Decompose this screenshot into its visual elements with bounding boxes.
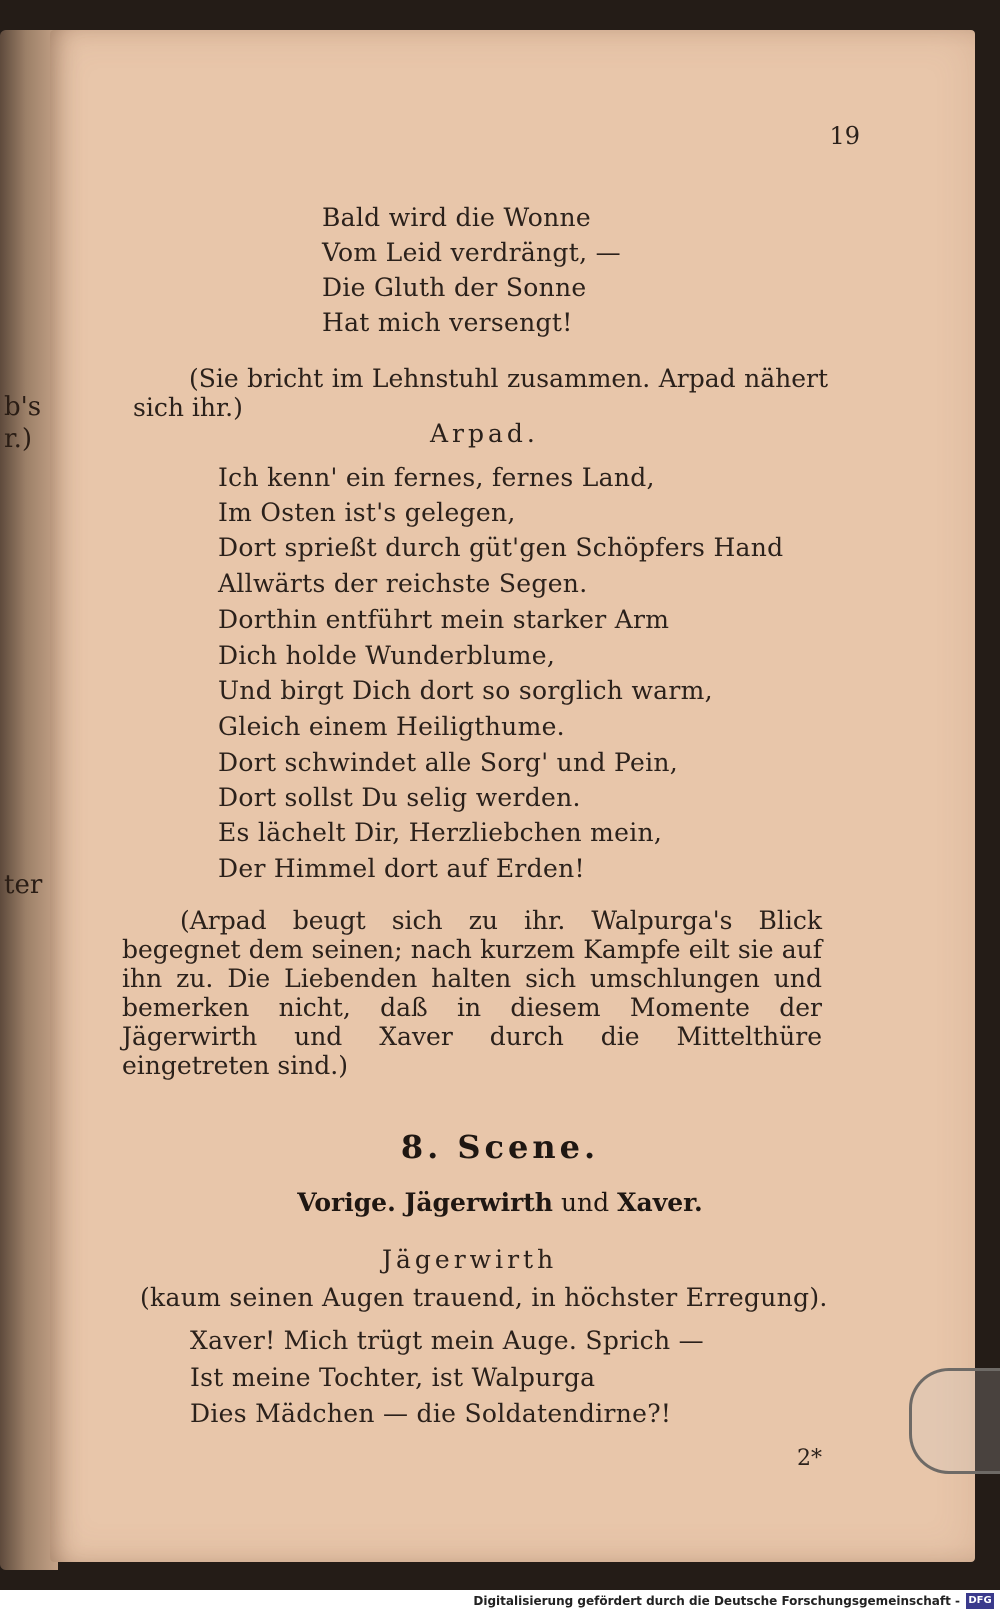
verse-line: Dort schwindet alle Sorg' und Pein,: [218, 748, 679, 777]
verse-line: Dort sprießt durch güt'gen Schöpfers Hand: [218, 533, 784, 562]
signature-mark: 2*: [797, 1446, 822, 1471]
dfg-logo-icon: DFG: [966, 1593, 994, 1609]
verse-line: Xaver! Mich trügt mein Auge. Sprich —: [190, 1326, 704, 1355]
verse-line: Vom Leid verdrängt, —: [322, 238, 621, 267]
verse-line: Bald wird die Wonne: [322, 203, 592, 232]
verse-line: Dorthin entführt mein starker Arm: [218, 605, 670, 634]
verse-line: Dort sollst Du selig werden.: [218, 783, 581, 812]
verse-line: Ich kenn' ein fernes, fernes Land,: [218, 463, 655, 492]
scene-cast-name: Xaver.: [617, 1188, 703, 1217]
speaker-name: Arpad.: [430, 419, 539, 448]
scene-cast-conjunction: und: [560, 1188, 610, 1217]
left-margin-fragment: r.): [4, 424, 32, 454]
scene-cast-names: Vorige. Jägerwirth: [297, 1188, 553, 1217]
scene-cast: [0, 1188, 1000, 1217]
verse-line: Hat mich versengt!: [322, 308, 573, 337]
left-margin-fragment: ter: [4, 870, 43, 900]
page-number: 19: [829, 122, 860, 150]
verse-line: Dies Mädchen — die Soldatendirne?!: [190, 1399, 672, 1428]
footer-bar: [0, 1590, 1000, 1614]
verse-line: Und birgt Dich dort so sorglich warm,: [218, 676, 713, 705]
footer-credit: Digitalisierung gefördert durch die Deutsche Forschungsgemeinschaft -: [473, 1594, 960, 1608]
verse-line: Allwärts der reichste Segen.: [218, 569, 588, 598]
speaker-name: Jägerwirth: [382, 1245, 558, 1274]
verse-line: Gleich einem Heiligthume.: [218, 712, 565, 741]
scene-title: 8. Scene.: [400, 1128, 600, 1166]
stage-direction: (Sie bricht im Lehnstuhl zusammen. Arpad nähert sich ihr.): [133, 364, 828, 422]
verse-line: Im Osten ist's gelegen,: [218, 498, 516, 527]
left-margin-fragment: b's: [4, 392, 42, 422]
verse-line: Der Himmel dort auf Erden!: [218, 854, 585, 883]
stage-direction: (kaum seinen Augen trauend, in höchster Erregung).: [140, 1283, 828, 1312]
stage-direction: (Arpad beugt sich zu ihr. Walpurga's Blick begegnet dem seinen; nach kurzem Kampfe eilt sie auf ihn zu. Die Liebenden halten sich umschlungen und bemerken nicht, daß in diesem Momente der Jägerwirth und Xaver durch die Mittelthüre eingetreten sind.): [122, 906, 822, 1080]
verse-line: Es lächelt Dir, Herzliebchen mein,: [218, 818, 663, 847]
verse-line: Ist meine Tochter, ist Walpurga: [190, 1363, 596, 1392]
verse-line: Die Gluth der Sonne: [322, 273, 587, 302]
page-clip: [909, 1368, 1000, 1474]
verse-line: Dich holde Wunderblume,: [218, 641, 556, 670]
